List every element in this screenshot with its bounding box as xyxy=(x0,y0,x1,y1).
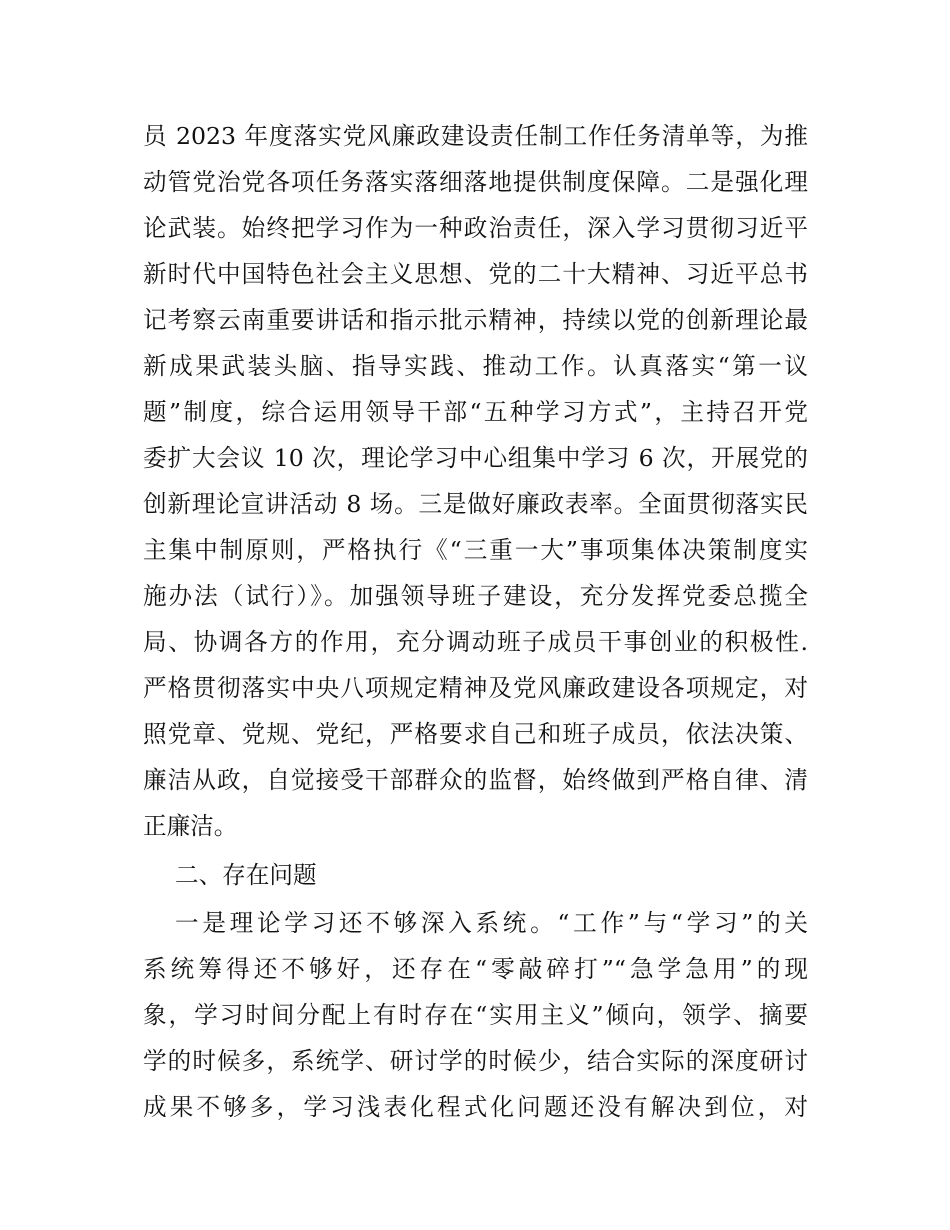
paragraph-line: 系统筹得还不够好，还存在“零敲碎打”“急学急用”的现 xyxy=(143,955,808,983)
paragraph-line: 一是理论学习还不够深入系统。“工作”与“学习”的关 xyxy=(175,909,808,937)
paragraph-line: 记考察云南重要讲话和指示批示精神，持续以党的创新理论最 xyxy=(143,306,808,334)
paragraph-line: 委扩大会议 10 次，理论学习中心组集中学习 6 次，开展党的 xyxy=(143,444,808,472)
paragraph-line: 新时代中国特色社会主义思想、党的二十大精神、习近平总书 xyxy=(143,260,808,288)
paragraph-line: 严格贯彻落实中央八项规定精神及党风廉政建设各项规定，对 xyxy=(143,674,808,702)
paragraph-line: 创新理论宣讲活动 8 场。三是做好廉政表率。全面贯彻落实民 xyxy=(143,490,808,518)
paragraph-line: 题”制度，综合运用领导干部“五种学习方式”，主持召开党 xyxy=(143,398,808,426)
paragraph-line: 新成果武装头脑、指导实践、推动工作。认真落实“第一议 xyxy=(143,352,808,380)
paragraph-line: 廉洁从政，自觉接受干部群众的监督，始终做到严格自律、清 xyxy=(143,766,808,794)
paragraph-line: 正廉洁。 xyxy=(143,812,238,840)
paragraph-line: 照党章、党规、党纪，严格要求自己和班子成员，依法决策、 xyxy=(143,720,808,748)
paragraph-line: 主集中制原则，严格执行《“三重一大”事项集体决策制度实 xyxy=(143,536,808,564)
paragraph-line: 局、协调各方的作用，充分调动班子成员干事创业的积极性. xyxy=(143,628,808,656)
paragraph-line: 员 2023 年度落实党风廉政建设责任制工作任务清单等，为推 xyxy=(143,122,808,150)
paragraph-line: 论武装。始终把学习作为一种政治责任，深入学习贯彻习近平 xyxy=(143,214,808,242)
paragraph-line: 成果不够多，学习浅表化程式化问题还没有解决到位，对 xyxy=(143,1093,808,1121)
paragraph-line: 动管党治党各项任务落实落细落地提供制度保障。二是强化理 xyxy=(143,168,808,196)
paragraph-line: 学的时候多，系统学、研讨学的时候少，结合实际的深度研讨 xyxy=(143,1047,808,1075)
paragraph-line: 象，学习时间分配上有时存在“实用主义”倾向，领学、摘要 xyxy=(143,1001,808,1029)
section-heading: 二、存在问题 xyxy=(175,861,317,889)
paragraph-line: 施办法（试行）》。加强领导班子建设，充分发挥党委总揽全 xyxy=(143,582,808,610)
